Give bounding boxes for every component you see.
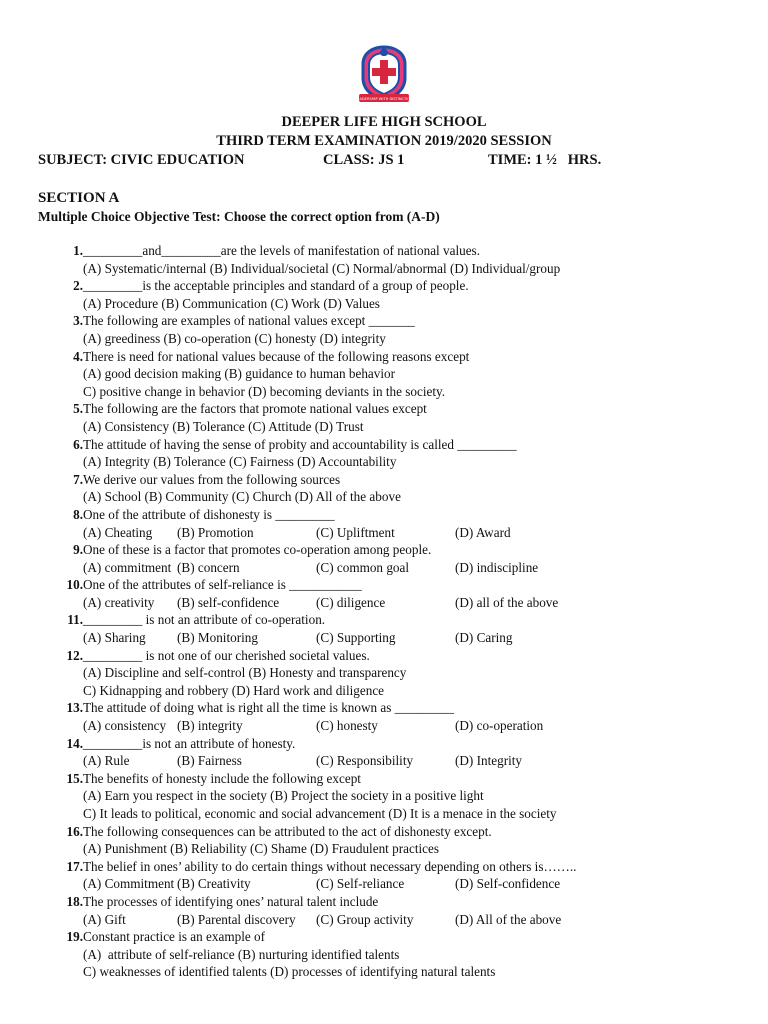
question-item — [38, 277, 738, 312]
question-options: C) weaknesses of identified talents (D) processes of identifying natural talents — [83, 964, 496, 980]
question-options: (A) Procedure (B) Communication (C) Work (D) Values — [83, 295, 380, 311]
question-item — [38, 471, 738, 506]
option-d: (D) Integrity — [455, 753, 523, 769]
question-number: 5. — [73, 401, 83, 417]
question-text: The following are the factors that promote national values except — [83, 401, 427, 417]
question-item — [38, 436, 738, 471]
question-text: _________is not an attribute of honesty. — [83, 735, 296, 751]
option-c: (C) Responsibility — [316, 753, 414, 769]
question-number: 19. — [66, 929, 83, 945]
school-name: DEEPER LIFE HIGH SCHOOL — [281, 114, 487, 130]
question-text: We derive our values from the following sources — [83, 471, 341, 487]
question-text: The benefits of honesty include the following except — [83, 770, 361, 786]
option-b: (B) self-confidence — [177, 594, 280, 610]
option-d: (D) Caring — [455, 630, 513, 646]
question-number: 6. — [73, 436, 83, 452]
option-a: (A) Cheating — [83, 524, 153, 540]
question-options: C) It leads to political, economic and social advancement (D) It is a menace in the society — [83, 806, 557, 821]
question-number: 13. — [66, 700, 83, 716]
question-text: Constant practice is an example of — [83, 929, 265, 945]
question-number: 18. — [66, 893, 83, 909]
option-a: (A) Rule — [83, 753, 130, 769]
question-item — [38, 611, 738, 646]
option-a: (A) creativity — [83, 594, 155, 610]
question-options: (A) School (B) Community (C) Church (D) All of the above — [83, 489, 401, 505]
question-item — [38, 858, 738, 893]
question-number: 16. — [66, 823, 83, 839]
option-d: (D) All of the above — [455, 911, 562, 927]
question-options: C) Kidnapping and robbery (D) Hard work and diligence — [83, 682, 385, 698]
option-a: (A) Gift — [83, 911, 126, 927]
question-options: (A) Earn you respect in the society (B) Project the society in a positive light — [83, 788, 484, 804]
section-instruction: Multiple Choice Objective Test: Choose the correct option from (A-D) — [38, 209, 440, 224]
question-text: One of the attribute of dishonesty is _________ — [83, 506, 335, 522]
option-c: (C) diligence — [316, 594, 386, 610]
question-text: There is need for national values because of the following reasons except — [83, 348, 470, 364]
question-text: The belief in ones’ ability to do certain things without necessary depending on others is…….. — [83, 858, 577, 874]
option-b: (B) concern — [177, 559, 240, 575]
question-item — [38, 312, 738, 347]
question-item — [38, 735, 738, 770]
question-number: 4. — [73, 348, 83, 364]
question-item — [38, 541, 738, 576]
question-options: (A) Consistency (B) Tolerance (C) Attitude (D) Trust — [83, 418, 364, 434]
question-number: 15. — [66, 770, 83, 786]
option-d: (D) Award — [455, 524, 511, 540]
question-item — [38, 348, 738, 401]
option-b: (B) Promotion — [177, 524, 254, 540]
option-d: (D) indiscipline — [455, 559, 539, 575]
question-text: The attitude of having the sense of probity and accountability is called _________ — [83, 436, 517, 452]
question-item — [38, 823, 738, 858]
question-number: 7. — [73, 471, 83, 487]
question-text: _________ is not an attribute of co-operation. — [83, 612, 326, 628]
option-d: (D) Self-confidence — [455, 876, 561, 892]
option-d: (D) all of the above — [455, 594, 559, 610]
question-options: (A) Punishment (B) Reliability (C) Shame (D) Fraudulent practices — [83, 841, 439, 857]
subject-label: SUBJECT: CIVIC EDUCATION — [38, 152, 245, 168]
option-b: (B) integrity — [177, 718, 243, 734]
option-c: (C) Supporting — [316, 630, 396, 646]
question-number: 17. — [66, 858, 83, 874]
question-text: The processes of identifying ones’ natural talent include — [83, 893, 379, 909]
question-options: (A) Systematic/internal (B) Individual/societal (C) Normal/abnormal (D) Individual/group — [83, 260, 561, 276]
exam-title: THIRD TERM EXAMINATION 2019/2020 SESSION — [216, 133, 552, 149]
section-title: SECTION A — [38, 190, 120, 206]
logo-motto: LEADERSHIP WITH DISTINCTION — [355, 97, 413, 101]
option-c: (C) Self-reliance — [316, 876, 405, 892]
question-number: 10. — [66, 577, 83, 593]
option-c: (C) honesty — [316, 718, 378, 734]
question-options: (A) Integrity (B) Tolerance (C) Fairness (D) Accountability — [83, 454, 397, 470]
question-text: The following consequences can be attributed to the act of dishonesty except. — [83, 823, 492, 839]
question-text: The following are examples of national values except _______ — [83, 313, 415, 329]
option-c: (C) common goal — [316, 559, 410, 575]
question-text: One of the attributes of self-reliance is ___________ — [83, 577, 362, 593]
question-text: _________and_________are the levels of manifestation of national values. — [83, 243, 480, 258]
option-b: (B) Monitoring — [177, 630, 258, 646]
question-item — [38, 647, 738, 700]
option-a: (A) consistency — [83, 718, 167, 734]
question-text: The attitude of doing what is right all the time is known as _________ — [83, 700, 455, 716]
question-item — [38, 770, 738, 823]
question-number: 12. — [66, 647, 83, 663]
question-number: 14. — [66, 735, 83, 751]
question-list — [38, 242, 738, 981]
school-crest-logo — [355, 44, 413, 106]
question-number: 11. — [67, 612, 83, 628]
question-number: 8. — [73, 506, 83, 522]
question-text: One of these is a factor that promotes co-operation among people. — [83, 542, 432, 558]
question-item — [38, 400, 738, 435]
option-b: (B) Creativity — [177, 876, 251, 892]
option-c: (C) Group activity — [316, 911, 414, 927]
question-number: 3. — [73, 313, 83, 329]
question-item — [38, 506, 738, 541]
class-label: CLASS: JS 1 — [323, 152, 405, 168]
question-item — [38, 576, 738, 611]
question-number: 9. — [73, 542, 83, 558]
option-b: (B) Fairness — [177, 753, 242, 769]
question-text: _________ is not one of our cherished societal values. — [83, 647, 370, 663]
question-number: 1. — [73, 243, 83, 258]
question-number: 2. — [73, 278, 83, 294]
option-c: (C) Upliftment — [316, 524, 395, 540]
option-d: (D) co-operation — [455, 718, 544, 734]
option-b: (B) Parental discovery — [177, 911, 296, 927]
question-item — [38, 893, 738, 928]
question-options: C) positive change in behavior (D) becoming deviants in the society. — [83, 383, 446, 399]
time-label: TIME: 1 ½ HRS. — [488, 152, 602, 168]
question-item — [38, 699, 738, 734]
option-a: (A) Sharing — [83, 630, 146, 646]
option-a: (A) commitment — [83, 559, 172, 575]
question-options: (A) Discipline and self-control (B) Honesty and transparency — [83, 665, 407, 681]
question-item — [38, 928, 738, 981]
option-a: (A) Commitment — [83, 876, 175, 892]
question-options: (A) good decision making (B) guidance to human behavior — [83, 366, 396, 382]
question-options: (A) attribute of self-reliance (B) nurturing identified talents — [83, 946, 400, 962]
question-text: _________is the acceptable principles and standard of a group of people. — [83, 278, 469, 294]
question-options: (A) greediness (B) co-operation (C) honesty (D) integrity — [83, 330, 386, 346]
question-item — [38, 242, 738, 277]
